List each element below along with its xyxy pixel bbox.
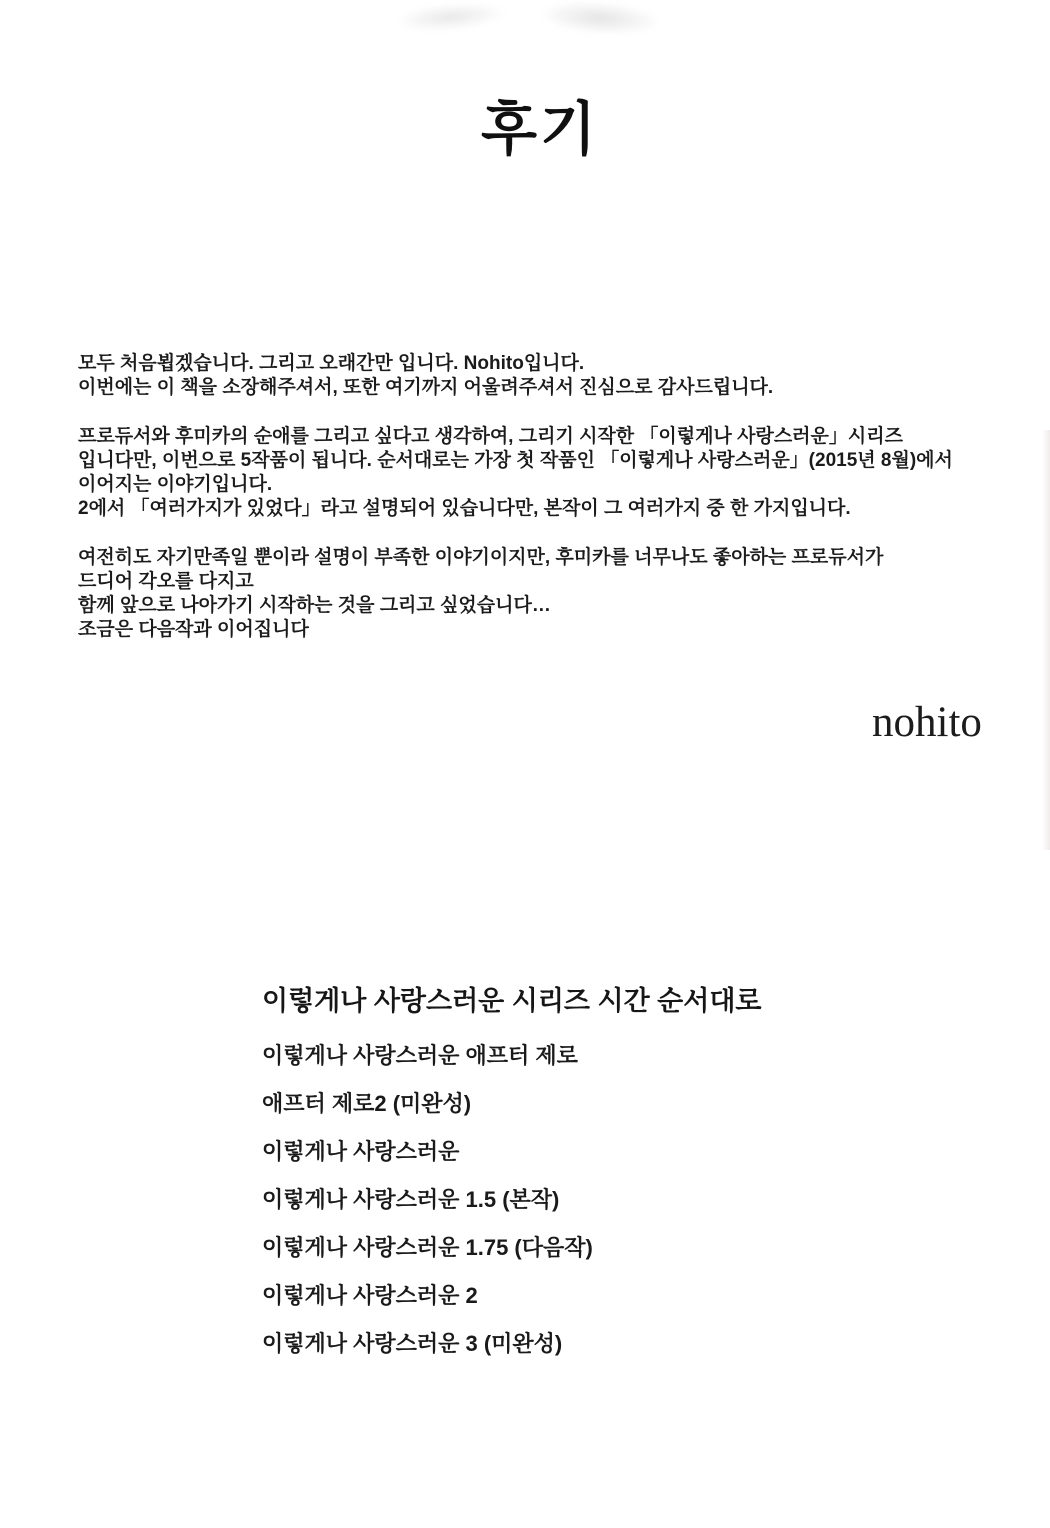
paragraph [78, 352, 988, 400]
text-line: 프로듀서와 후미카의 순애를 그리고 싶다고 생각하여, 그리기 시작한 「이렇게나 사랑스러운」시리즈 [78, 426, 903, 447]
series-list-item: 이렇게나 사랑스러운 2 [262, 1283, 478, 1308]
page-title: 후기 [480, 97, 600, 162]
text-line: 모두 처음뵙겠습니다. 그리고 오래간만 입니다. Nohito입니다. [78, 353, 585, 374]
series-list-header: 이렇게나 사랑스러운 시리즈 시간 순서대로 [262, 986, 762, 1016]
afterword-body [78, 352, 988, 642]
series-section [262, 985, 902, 1380]
text-line: 여전히도 자기만족일 뿐이라 설명이 부족한 이야기이지만, 후미카를 너무나도 좋아하는 프로듀서가 [78, 547, 884, 568]
series-list-item: 이렇게나 사랑스러운 [262, 1139, 460, 1164]
text-line: 드디어 각오를 다지고 [78, 571, 254, 592]
series-list-item: 애프터 제로2 (미완성) [262, 1091, 472, 1116]
page-edge-shade [1042, 430, 1050, 850]
text-line: 이어지는 이야기입니다. [78, 474, 273, 495]
series-list-item: 이렇게나 사랑스러운 1.5 (본작) [262, 1187, 560, 1212]
text-line: 함께 앞으로 나아가기 시작하는 것을 그리고 싶었습니다… [78, 595, 551, 616]
text-line: 조금은 다음작과 이어집니다 [78, 619, 309, 640]
text-line: 입니다만, 이번으로 5작품이 됩니다. 순서대로는 가장 첫 작품인 「이렇게나 사랑스러운」(2015년 8월)에서 [78, 450, 953, 471]
scan-smudge-right [539, 0, 661, 38]
text-line: 이번에는 이 책을 소장해주셔서, 또한 여기까지 어울려주셔서 진심으로 감사드립니다. [78, 377, 774, 398]
scan-smudge-left [395, 0, 507, 35]
series-list [262, 1044, 902, 1356]
author-signature: nohito [872, 699, 982, 746]
series-list-item: 이렇게나 사랑스러운 3 (미완성) [262, 1331, 563, 1356]
paragraph [78, 425, 988, 521]
series-list-item: 이렇게나 사랑스러운 애프터 제로 [262, 1043, 578, 1068]
series-list-item: 이렇게나 사랑스러운 1.75 (다음작) [262, 1235, 593, 1260]
paragraph [78, 546, 988, 642]
text-line: 2에서 「여러가지가 있었다」라고 설명되어 있습니다만, 본작이 그 여러가지 중 한 가지입니다. [78, 498, 851, 519]
